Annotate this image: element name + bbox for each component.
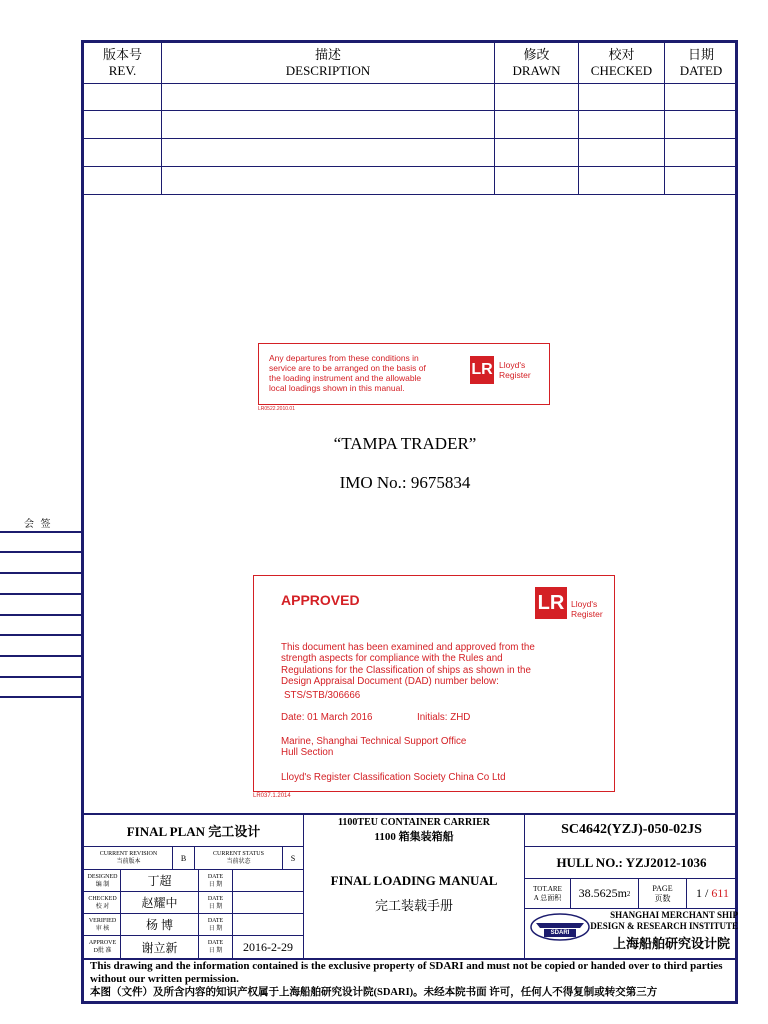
current-status-label-cn: 当前状态 — [226, 859, 251, 865]
lloyds-logo-text — [571, 599, 603, 619]
checked-signature: 赵耀中 — [141, 896, 178, 910]
header-dated-en: DATED — [679, 63, 723, 78]
document-title-cn: 完工装载手册 — [374, 898, 453, 913]
disclaimer — [90, 960, 734, 999]
conditions-line: service are to be arranged on the basis of — [269, 363, 426, 373]
institute-en-1: SHANGHAI MERCHANT SHIP — [610, 910, 738, 920]
current-status-value: S — [290, 853, 296, 863]
approval-office — [281, 736, 466, 758]
role-en: VERIFIED — [88, 917, 117, 924]
header-drawn — [495, 43, 578, 83]
approve-date: 2016-2-29 — [243, 939, 293, 954]
logo-text-line: Lloyd's — [571, 599, 598, 609]
vessel-type — [304, 814, 524, 846]
designed-date — [233, 870, 303, 891]
designed-signature: 丁超 — [147, 874, 172, 888]
header-dated — [665, 43, 737, 83]
date-cn: 日 期 — [208, 881, 223, 888]
page-label — [639, 879, 686, 908]
header-description-cn: 描述 — [314, 47, 341, 62]
page-total: 611 — [711, 886, 729, 900]
total-area-label-en: TOT.ARE — [533, 884, 562, 893]
approval-body-line: Design Appraisal Document (DAD) number below: — [281, 675, 499, 687]
vessel-type-cn: 1100 箱集装箱船 — [374, 831, 454, 843]
logo-text-line: Register — [571, 609, 603, 619]
header-checked-en: CHECKED — [590, 63, 653, 78]
sdari-logo-icon — [530, 912, 590, 942]
conditions-line: local loadings shown in this manual. — [269, 383, 405, 393]
approve-signature: 谢立新 — [141, 940, 178, 955]
approval-body-line: Regulations for the Classification of ships as shown in the — [281, 664, 531, 676]
current-status-label-en: CURRENT STATUS — [213, 851, 264, 857]
role-en: APPROVE — [88, 940, 117, 946]
institute-cn: 上海船舶研究设计院 — [612, 936, 730, 951]
approval-body-line: strength aspects for compliance with the Rules and — [281, 653, 503, 665]
role-cn: 审 核 — [95, 925, 110, 932]
approval-date: Date: 01 March 2016 — [281, 712, 373, 723]
document-title-en: FINAL LOADING MANUAL — [330, 873, 498, 888]
approve-role — [85, 936, 120, 958]
current-revision-value: B — [180, 853, 187, 863]
header-drawn-cn: 修改 — [523, 47, 550, 62]
office-line: Hull Section — [281, 747, 334, 758]
role-en: CHECKED — [88, 895, 117, 902]
date-cn: 日 期 — [208, 948, 223, 954]
page-number — [687, 879, 738, 908]
header-description-en: DESCRIPTION — [285, 63, 371, 78]
current-status-label — [195, 847, 282, 869]
countersign-label: 会 签 — [24, 519, 53, 530]
verified-signature: 杨 博 — [145, 918, 173, 932]
conditions-line: Any departures from these conditions in — [269, 353, 419, 363]
checked-date-label — [199, 892, 232, 913]
header-rev-cn: 版本号 — [102, 47, 142, 62]
vessel-type-en: 1100TEU CONTAINER CARRIER — [337, 817, 491, 828]
header-rev — [84, 43, 161, 83]
approve-date-label — [199, 936, 232, 958]
role-en: DESIGNED — [87, 873, 118, 880]
header-drawn-en: DRAWN — [512, 63, 561, 78]
dad-number: STS/STB/306666 — [284, 690, 361, 701]
page-current: 1 — [696, 886, 703, 900]
approval-body — [281, 642, 601, 687]
page-separator: / — [702, 886, 712, 900]
total-area-number: 38.5625 — [578, 886, 618, 900]
approval-initials: Initials: ZHD — [417, 712, 471, 723]
role-cn: 校 对 — [95, 903, 110, 910]
page-label-en: PAGE — [652, 883, 673, 893]
current-revision-label-cn: 当前版本 — [116, 859, 141, 865]
date-en: DATE — [207, 873, 224, 880]
checked-date — [233, 892, 303, 913]
date-en: DATE — [207, 940, 224, 946]
role-cn: 编 制 — [95, 881, 110, 888]
total-area-value — [571, 879, 638, 908]
approval-stamp — [253, 575, 615, 792]
approval-stamp-code: LR037.1.2014 — [253, 793, 291, 799]
checked-role — [85, 892, 120, 913]
drawing-number: SC4642(YZJ)-050-02JS — [561, 822, 702, 837]
header-rev-en: REV. — [108, 63, 137, 78]
final-plan-label: FINAL PLAN 完工设计 — [126, 823, 261, 839]
office-line: Marine, Shanghai Technical Support Office — [281, 736, 467, 747]
institute-en-2: DESIGN & RESEARCH INSTITUTE — [590, 921, 738, 931]
header-checked — [579, 43, 664, 83]
logo-text-line: Lloyd's — [499, 360, 526, 370]
institute-name — [590, 910, 738, 932]
lloyds-register-logo-icon: LR — [535, 587, 567, 619]
date-en: DATE — [207, 895, 224, 902]
hull-number: HULL NO.: YZJ2012-1036 — [556, 854, 707, 870]
total-area-unit: m — [617, 886, 627, 900]
date-cn: 日 期 — [208, 925, 223, 932]
total-area-sup: 2 — [626, 889, 631, 898]
date-cn: 日 期 — [208, 903, 223, 910]
conditions-line: the loading instrument and the allowable — [269, 373, 422, 383]
verified-role — [85, 914, 120, 935]
lloyds-register-logo-icon: LR — [470, 356, 494, 384]
total-area-label-cn: A 总面积 — [533, 893, 562, 902]
total-area-label — [525, 879, 570, 908]
logo-text-line: Register — [499, 370, 531, 380]
header-description — [162, 43, 494, 83]
approval-society: Lloyd's Register Classification Society China Co Ltd — [281, 772, 506, 783]
disclaimer-en: This drawing and the information contained is the exclusive property of SDARI and must not be copied or handed over to third parties without our written permission. — [90, 960, 723, 985]
conditions-stamp-code: LR0522.2010.01 — [258, 406, 295, 412]
verified-date — [233, 914, 303, 935]
lloyds-logo-text — [499, 360, 531, 380]
imo-number: IMO No.: 9675834 — [339, 473, 471, 492]
current-revision-label — [85, 847, 172, 869]
current-revision-label-en: CURRENT REVISION — [99, 851, 158, 857]
verified-date-label — [199, 914, 232, 935]
designed-role — [85, 870, 120, 891]
conditions-text — [269, 353, 469, 393]
sdari-logo-text: SDARI — [550, 930, 570, 936]
conditions-stamp — [258, 343, 550, 405]
header-checked-cn: 校对 — [608, 47, 635, 62]
document-title — [304, 866, 524, 920]
approved-title: APPROVED — [281, 592, 360, 608]
approval-body-line: This document has been examined and approved from the — [281, 642, 535, 653]
ship-name: “TAMPA TRADER” — [333, 434, 477, 453]
disclaimer-cn: 本图（文件）及所含内容的知识产权属于上海船舶研究设计院(SDARI)。未经本院书面 许可，任何人不得复制或转交第三方 — [90, 987, 658, 998]
designed-date-label — [199, 870, 232, 891]
page-label-cn: 页数 — [654, 893, 671, 903]
header-dated-cn: 日期 — [687, 47, 714, 62]
date-en: DATE — [207, 917, 224, 924]
role-cn: D批 准 — [93, 948, 112, 954]
